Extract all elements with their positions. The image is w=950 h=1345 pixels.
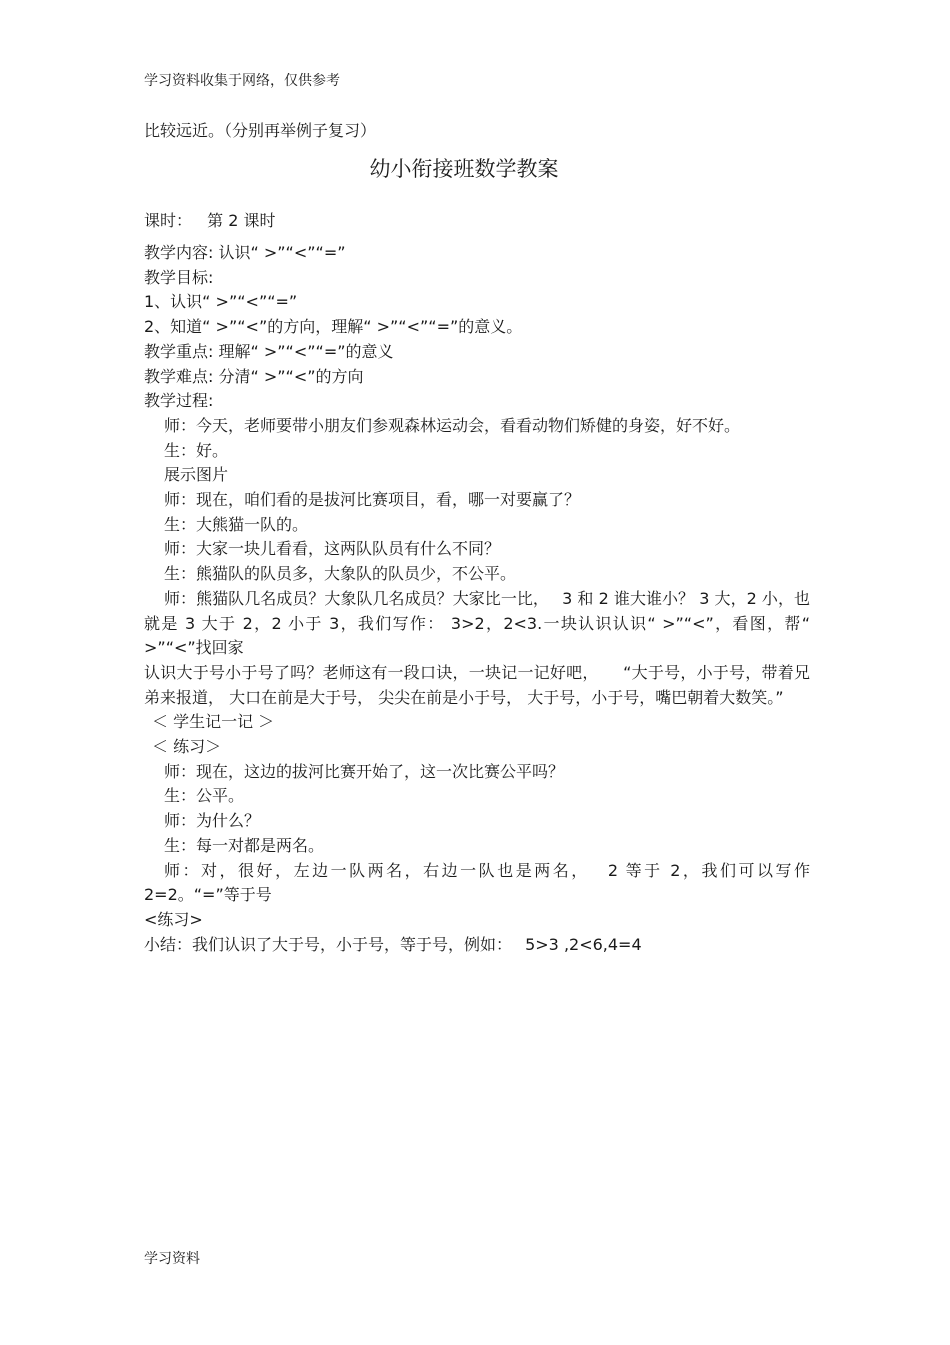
student-recite-note: ＜ 学生记一记 ＞ [152, 712, 275, 732]
dialogue-line: 师：现在，这边的拔河比赛开始了，这一次比赛公平吗？ [164, 761, 565, 781]
dialogue-line: 师：为什么？ [164, 811, 261, 831]
lesson-value: 第 2 课时 [207, 211, 276, 230]
dialogue-line: 展示图片 [164, 465, 229, 485]
dialogue-line: 生：公平。 [164, 786, 245, 806]
lesson-body [144, 241, 810, 957]
dialogue-line: 生：大熊猫一队的。 [164, 514, 309, 534]
goal-2: 2、知道“ >”“<”的方向，理解“ >”“<”“=”的意义。 [144, 317, 523, 337]
dialogue-line: 师：对，很好，左边一队两名，右边一队也是两名， 2 等于 2，我们可以写作 2=2。“=”等于号 [144, 860, 810, 905]
dialogue-line: 师：现在，咱们看的是拔河比赛项目，看，哪一对要赢了？ [164, 490, 581, 510]
lesson-label: 课时： [144, 211, 193, 230]
key-point: 教学重点: 理解“ >”“<”“=”的意义 [144, 341, 394, 361]
practice-note: <练习> [144, 909, 203, 929]
page-header: 学习资料收集于网络，仅供参考 [144, 73, 340, 89]
summary-line: 小结：我们认识了大于号，小于号，等于号，例如： 5>3 ,2<6,4=4 [144, 934, 642, 954]
dialogue-line: 生：每一对都是两名。 [164, 835, 325, 855]
teaching-content: 教学内容: 认识“ >”“<”“=” [144, 243, 346, 262]
dialogue-line: 师：熊猫队几名成员？大象队几名成员？大家比一比， 3 和 2 谁大谁小？ 3 大，2 小，也就是 3 大于 2，2 小于 3，我们写作： 3>2，2<3.一块认识认识“ >”“<”，看图，帮“ >”“<”找回家 [144, 588, 810, 658]
process-heading: 教学过程: [144, 391, 214, 411]
difficult-point: 教学难点: 分清“ >”“<”的方向 [144, 366, 364, 386]
lesson-info [144, 208, 275, 231]
dialogue-line: 师：今天，老师要带小朋友们参观森林运动会，看看动物们矫健的身姿，好不好。 [164, 415, 741, 435]
dialogue-line: 生：好。 [164, 440, 229, 460]
teaching-goals-heading: 教学目标: [144, 267, 214, 287]
intro-line: 比较远近。（分别再举例子复习） [144, 121, 377, 140]
dialogue-line: 生：熊猫队的队员多，大象队的队员少，不公平。 [164, 564, 517, 584]
document-title: 幼小衔接班数学教案 [369, 157, 559, 181]
dialogue-line: 师：大家一块儿看看，这两队队员有什么不同？ [164, 539, 501, 559]
goal-1: 1、认识“ >”“<”“=” [144, 292, 298, 312]
page-footer: 学习资料 [144, 1251, 200, 1267]
mnemonic-paragraph: 认识大于号小于号了吗？老师这有一段口诀，一块记一记好吧， “大于号，小于号，带着兄弟来报道， 大口在前是大于号， 尖尖在前是小于号， 大于号，小于号，嘴巴朝着大数笑。” [144, 662, 810, 707]
practice-note: ＜ 练习＞ [152, 737, 222, 757]
